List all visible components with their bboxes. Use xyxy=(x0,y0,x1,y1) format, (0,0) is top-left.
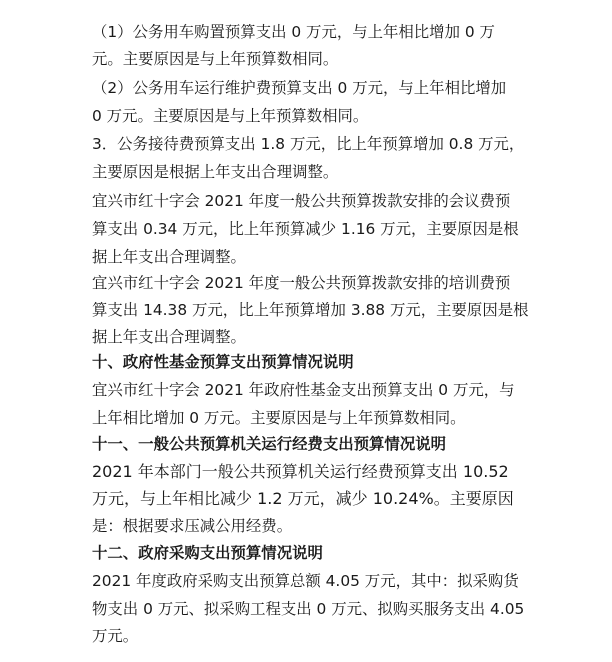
text-line: 是：根据要求压减公用经费。 xyxy=(92,517,293,535)
text-line: 3．公务接待费预算支出 1.8 万元，比上年预算增加 0.8 万元， xyxy=(92,135,525,153)
text-line: （2）公务用车运行维护费预算支出 0 万元，与上年相比增加 xyxy=(92,79,507,97)
text-line: 宜兴市红十字会 2021 年度一般公共预算拨款安排的会议费预 xyxy=(92,192,511,210)
text-line: 元。主要原因是与上年预算数相同。 xyxy=(92,50,339,68)
text-line: 算支出 0.34 万元，比上年预算减少 1.16 万元，主要原因是根 xyxy=(92,220,519,238)
text-line: 宜兴市红十字会 2021 年度一般公共预算拨款安排的培训费预 xyxy=(92,274,511,292)
text-line: 据上年支出合理调整。 xyxy=(92,248,246,266)
text-line: （1）公务用车购置预算支出 0 万元，与上年相比增加 0 万 xyxy=(92,23,495,41)
text-line: 算支出 14.38 万元，比上年预算增加 3.88 万元，主要原因是根 xyxy=(92,301,529,319)
text-line: 据上年支出合理调整。 xyxy=(92,328,246,346)
text-line: 上年相比增加 0 万元。主要原因是与上年预算数相同。 xyxy=(92,409,466,427)
text-line: 物支出 0 万元、拟采购工程支出 0 万元、拟购买服务支出 4.05 xyxy=(92,600,525,618)
text-line: 2021 年本部门一般公共预算机关运行经费预算支出 10.52 xyxy=(92,462,509,481)
section-heading-11: 十一、一般公共预算机关运行经费支出预算情况说明 xyxy=(92,435,446,453)
text-line: 2021 年度政府采购支出预算总额 4.05 万元，其中：拟采购货 xyxy=(92,572,519,590)
section-heading-10: 十、政府性基金预算支出预算情况说明 xyxy=(92,353,354,371)
text-line: 0 万元。主要原因是与上年预算数相同。 xyxy=(92,107,369,125)
text-line: 万元，与上年相比减少 1.2 万元，减少 10.24%。主要原因 xyxy=(92,489,514,508)
section-heading-12: 十二、政府采购支出预算情况说明 xyxy=(92,544,323,562)
text-line: 万元。 xyxy=(92,627,139,645)
text-line: 主要原因是根据上年支出合理调整。 xyxy=(92,163,339,181)
text-line: 宜兴市红十字会 2021 年政府性基金支出预算支出 0 万元，与 xyxy=(92,381,515,399)
